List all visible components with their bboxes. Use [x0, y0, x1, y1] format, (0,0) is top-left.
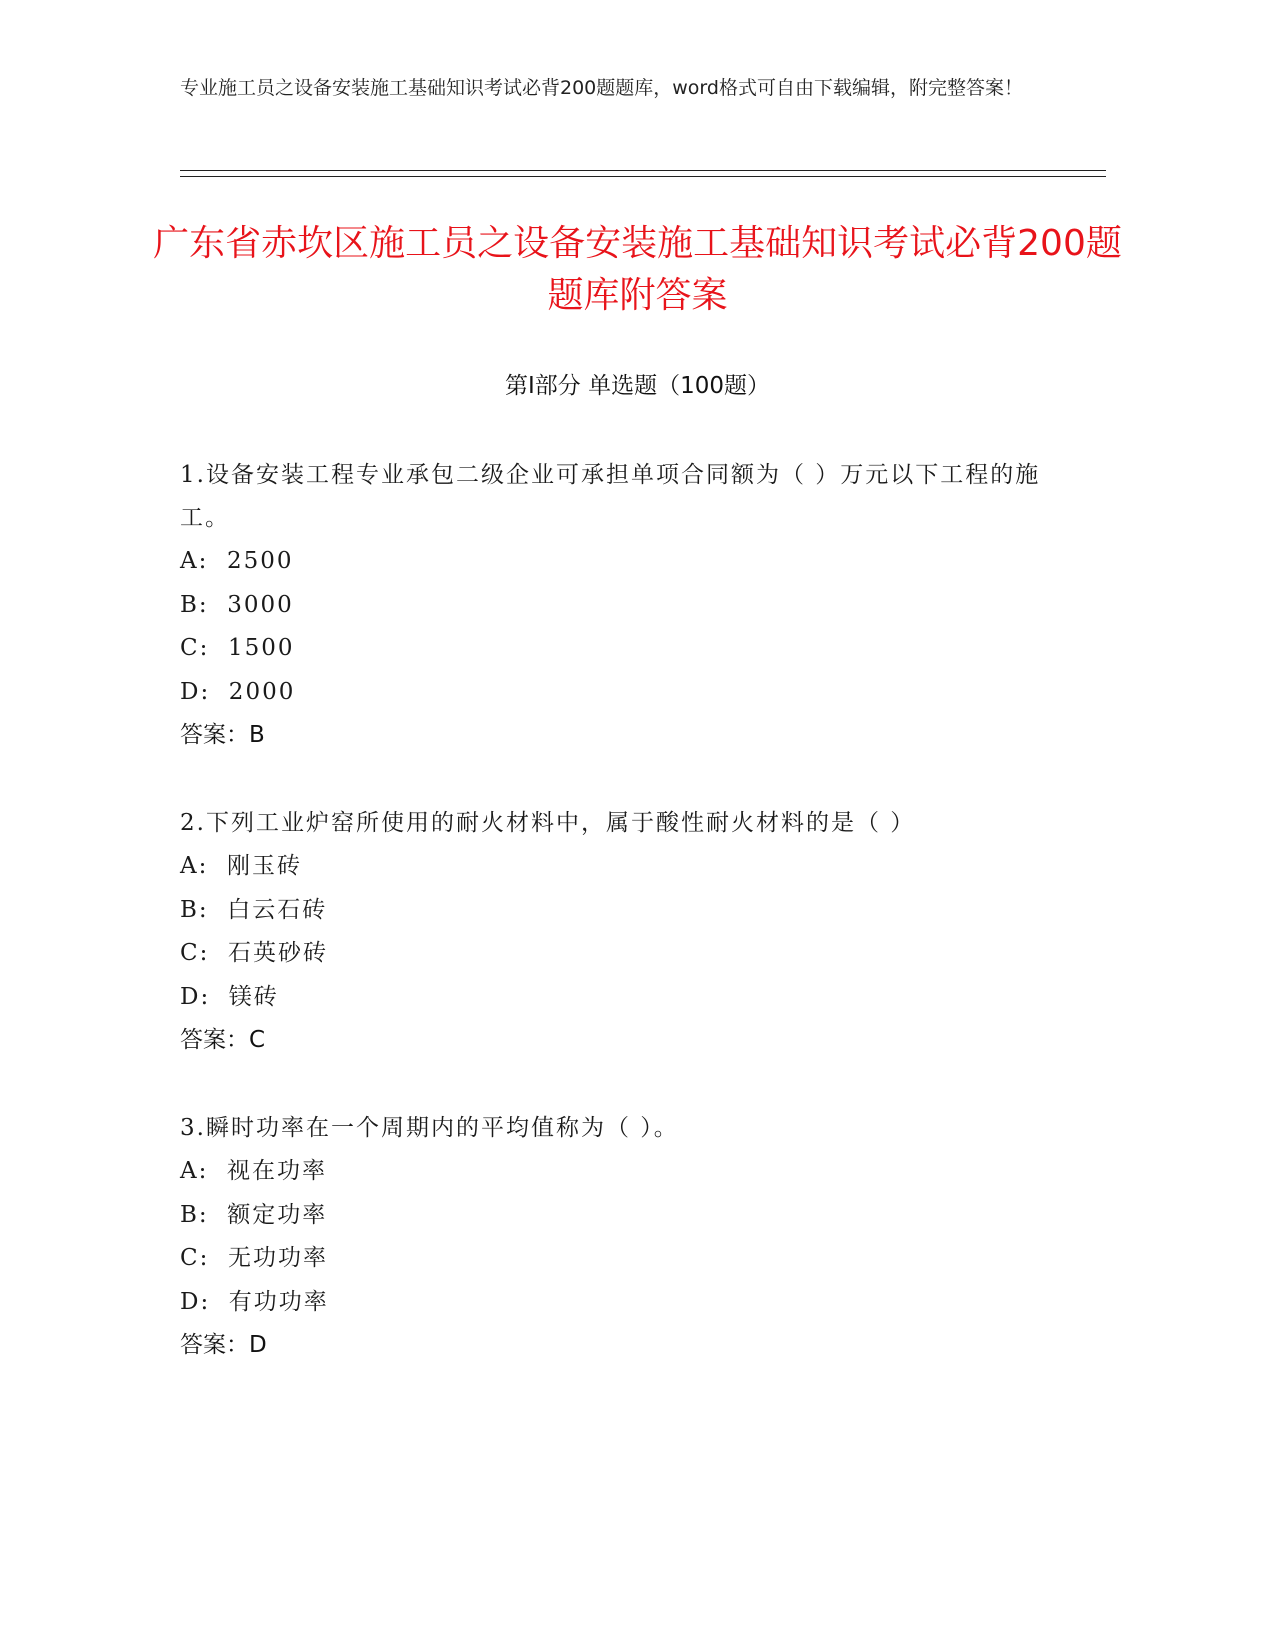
question-stem: 1.设备安装工程专业承包二级企业可承担单项合同额为（ ）万元以下工程的施工。	[180, 462, 1041, 531]
option-c: C: 石英砂砖	[180, 940, 328, 966]
header-note: 专业施工员之设备安装施工基础知识考试必背200题题库，word格式可自由下载编辑，附完整答案！	[180, 77, 1023, 99]
question-1	[180, 454, 1060, 758]
option-c: C: 1500	[180, 635, 295, 661]
question-3	[180, 1107, 1060, 1368]
question-stem: 2.下列工业炉窑所使用的耐火材料中，属于酸性耐火材料的是（ ）	[180, 810, 916, 836]
option-d: D: 镁砖	[180, 983, 279, 1010]
option-b: B: 3000	[180, 591, 294, 618]
option-b: B: 额定功率	[180, 1201, 328, 1228]
option-d: D: 有功功率	[180, 1288, 329, 1315]
header-divider-bottom	[180, 176, 1106, 177]
option-a: A: 视在功率	[180, 1158, 327, 1184]
option-c: C: 无功功率	[180, 1245, 328, 1271]
header-divider-top	[180, 170, 1106, 171]
section-heading: 第Ⅰ部分 单选题（100题）	[505, 373, 770, 399]
question-2	[180, 802, 1060, 1063]
answer-line: 答案：D	[180, 1332, 267, 1358]
document-title: 广东省赤坎区施工员之设备安装施工基础知识考试必背200题题库附答案	[153, 223, 1122, 316]
option-a: A: 2500	[180, 548, 294, 574]
option-a: A: 刚玉砖	[180, 853, 302, 879]
question-stem: 3.瞬时功率在一个周期内的平均值称为（ ）。	[180, 1115, 679, 1141]
option-d: D: 2000	[180, 678, 296, 705]
answer-line: 答案：B	[180, 722, 265, 748]
answer-line: 答案：C	[180, 1027, 266, 1053]
option-b: B: 白云石砖	[180, 896, 328, 923]
